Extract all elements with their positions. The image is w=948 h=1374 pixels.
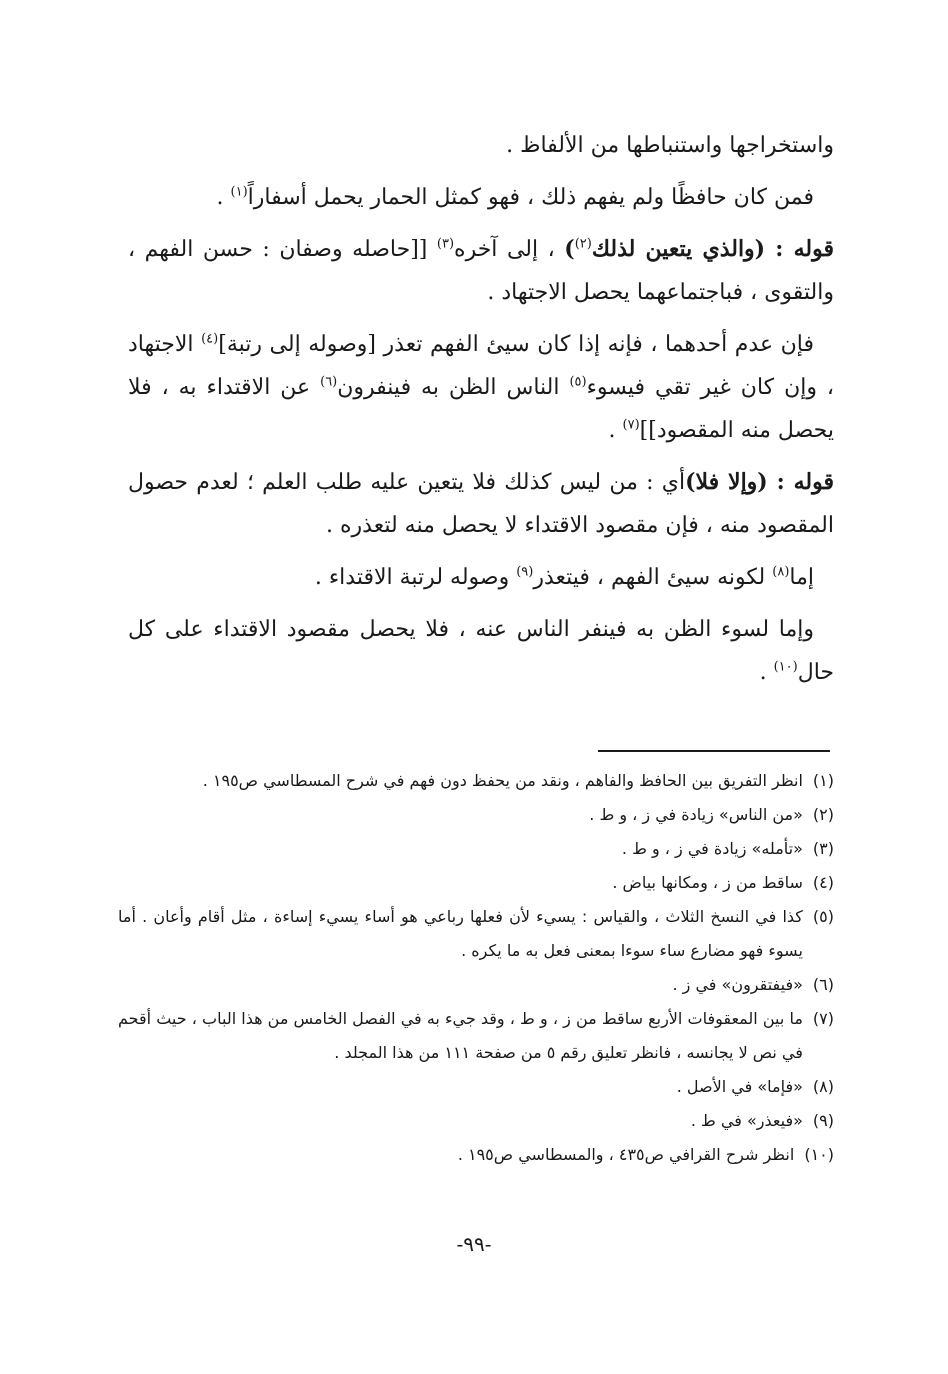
footnote-text: «من الناس» زيادة في ز ، و ط . [589, 805, 803, 824]
footnote-8 [118, 1070, 834, 1104]
paragraph-3-mid: ، إلى آخره [454, 237, 565, 262]
footnote-text: «فيعذر» في ط . [690, 1111, 803, 1130]
footnote-ref-3: (٣) [436, 236, 455, 252]
paragraph-5-rest: أي : من ليس كذلك فلا يتعين عليه طلب العلم ؛ لعدم حصول المقصود منه ، فإن مقصود الاقتداء لا يحصل منه لتعذره . [128, 470, 834, 538]
footnote-ref-1: (١) [230, 184, 248, 200]
paragraph-4 [128, 323, 834, 452]
footnote-number: (١) [812, 771, 834, 790]
footnote-ref-10: (١٠) [773, 659, 798, 675]
main-text [128, 124, 834, 694]
footnote-text: انظر التفريق بين الحافظ والفاهم ، ونقد من يحفظ دون فهم في شرح المسطاسي ص١٩٥ . [202, 771, 803, 790]
footnote-number: (٣) [812, 839, 834, 858]
footnote-divider [598, 750, 830, 752]
paragraph-7-b: . [759, 660, 774, 685]
footnote-text: ما بين المعقوفات الأربع ساقط من ز ، و ط ، وقد جيء به في الفصل الخامس من هذا الباب ، حيث أقحم في نص لا يجانسه ، فانظر تعليق رقم ٥ من صفحة ١١١ من هذا المجلد . [118, 1009, 803, 1062]
footnote-number: (٦) [812, 975, 834, 994]
footnote-number: (٤) [812, 873, 834, 892]
footnote-ref-5: (٥) [569, 374, 587, 390]
footnote-text: كذا في النسخ الثلاث ، والقياس : يسيء لأن فعلها رباعي هو أساء يسيء إساءة ، مثل أقام وأعان . أما يسوء فهو مضارع ساء سوءا بمعنى فعل به ما يكره . [118, 907, 803, 960]
paragraph-2-text: فمن كان حافظًا ولم يفهم ذلك ، فهو كمثل الحمار يحمل أسفاراً [247, 185, 814, 210]
paragraph-7 [128, 608, 834, 694]
quote-close: ) [564, 236, 575, 262]
paragraph-6 [128, 556, 834, 599]
paragraph-4-c: الناس الظن به فينفرون [337, 375, 570, 400]
footnote-1 [118, 764, 834, 798]
footnote-number: (٢) [812, 805, 834, 824]
commentary-label-2: قوله : [767, 469, 834, 495]
paragraph-6-a: إما [789, 565, 814, 590]
footnote-number: (٥) [812, 907, 834, 926]
paragraph-7-a: وإما لسوء الظن به فينفر الناس عنه ، فلا يحصل مقصود الاقتداء على كل حال [128, 617, 834, 685]
footnote-ref-2: (٢) [574, 236, 592, 252]
footnote-3 [118, 832, 834, 866]
footnote-4 [118, 866, 834, 900]
paragraph-1 [128, 124, 834, 167]
footnote-2 [118, 798, 834, 832]
footnote-ref-6: (٦) [320, 374, 338, 390]
paragraph-6-b: لكونه سيئ الفهم ، فيتعذر [533, 565, 773, 590]
commentary-label: قوله : [765, 236, 834, 262]
footnote-10 [118, 1138, 834, 1172]
footnotes [118, 764, 834, 1172]
footnote-9 [118, 1104, 834, 1138]
footnote-text: «تأمله» زيادة في ز ، و ط . [621, 839, 803, 858]
footnote-number: (١٠) [804, 1145, 834, 1164]
paragraph-2 [128, 176, 834, 219]
paragraph-4-a: فإن عدم أحدهما ، فإنه إذا كان سيئ الفهم تعذر [وصوله إلى رتبة] [218, 332, 815, 357]
footnote-6 [118, 968, 834, 1002]
footnote-number: (٧) [812, 1009, 834, 1028]
paragraph-3 [128, 228, 834, 314]
paragraph-5 [128, 461, 834, 547]
footnote-ref-4: (٤) [201, 331, 219, 347]
footnote-7 [118, 1002, 834, 1070]
page-number: -٩٩- [456, 1232, 492, 1256]
footnote-text: «فيفتقرون» في ز . [672, 975, 803, 994]
paragraph-4-b: الاجتهاد ، وإن كان غير تقي فيسوء [128, 332, 835, 400]
paragraph-3-rest: [[حاصله وصفان : حسن الفهم ، والتقوى ، فباجتماعهما يحصل الاجتهاد . [128, 237, 834, 305]
paragraph-4-d: عن الاقتداء به ، فلا يحصل منه المقصود]] [128, 375, 834, 443]
footnote-text: «فإما» في الأصل . [676, 1077, 803, 1096]
footnote-text: ساقط من ز ، ومكانها بياض . [612, 873, 803, 892]
quoted-phrase-2: (وإلا فلا) [685, 469, 768, 495]
footnote-number: (٨) [812, 1077, 834, 1096]
footnote-5 [118, 900, 834, 968]
paragraph-6-c: وصوله لرتبة الاقتداء . [314, 565, 517, 590]
paragraph-2-end: . [216, 185, 231, 210]
footnote-ref-8: (٨) [772, 564, 790, 580]
footnote-ref-9: (٩) [516, 564, 534, 580]
paragraph-1-text: واستخراجها واستنباطها من الألفاظ . [506, 133, 834, 158]
quoted-phrase: (والذي يتعين لذلك [591, 236, 766, 262]
footnote-number: (٩) [812, 1111, 834, 1130]
footnote-text: انظر شرح القرافي ص٤٣٥ ، والمسطاسي ص١٩٥ . [457, 1145, 795, 1164]
paragraph-4-e: . [608, 418, 623, 443]
footnote-ref-7: (٧) [622, 417, 640, 433]
